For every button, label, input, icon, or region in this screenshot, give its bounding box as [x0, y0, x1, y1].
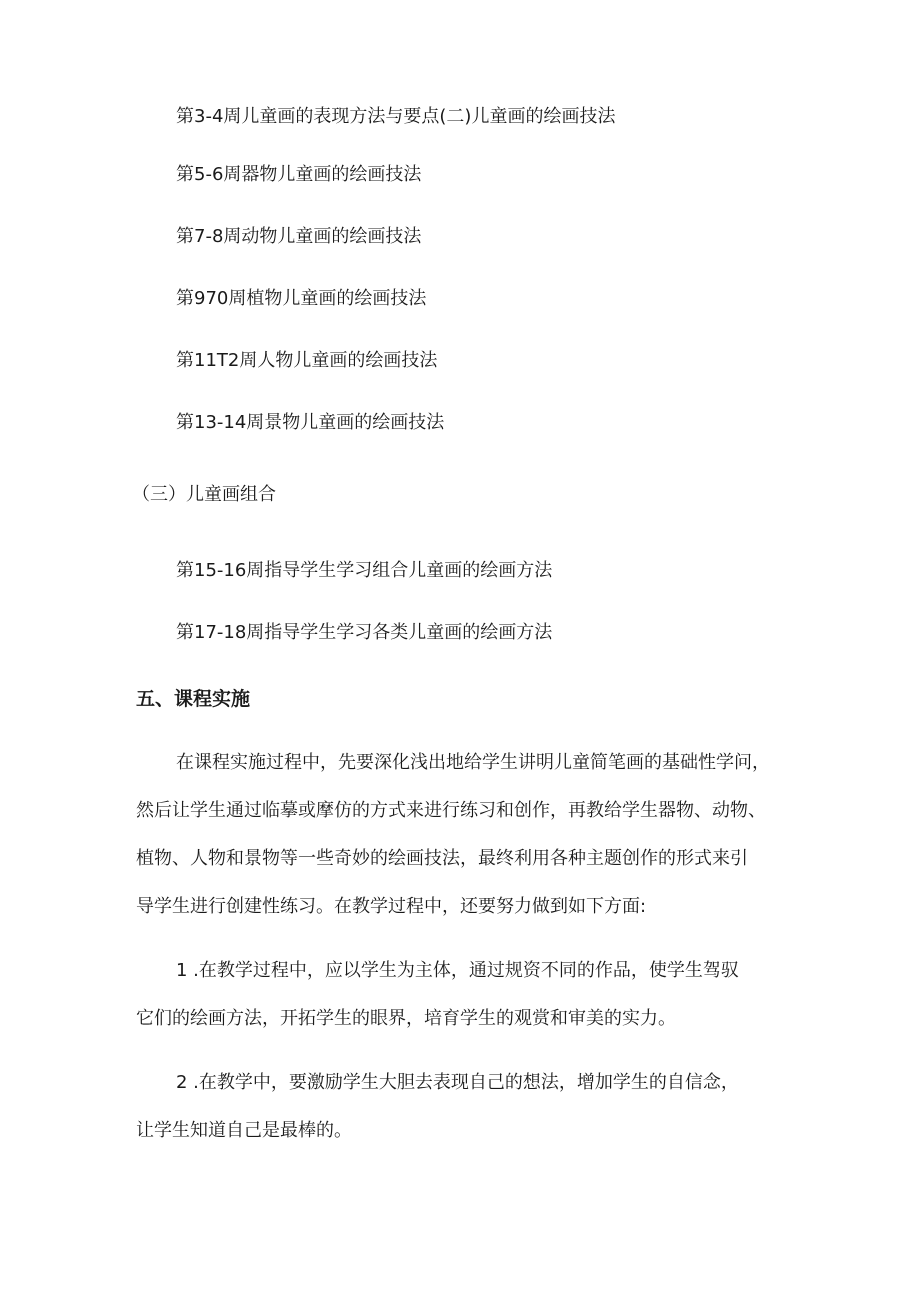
schedule-item-weeks-7-8: 第7-8周动物儿童画的绘画技法 — [176, 226, 422, 247]
schedule-item-weeks-9-10: 第970周植物儿童画的绘画技法 — [176, 288, 427, 309]
schedule-item-weeks-11-12: 第11T2周人物儿童画的绘画技法 — [176, 350, 438, 371]
paragraph-line: 导学生进行创建性练习。在教学过程中，还要努力做到如下方面: — [136, 896, 647, 917]
section-3-title: （三）儿童画组合 — [132, 484, 276, 505]
item-line: 1 .在教学过程中，应以学生为主体，通过规资不同的作品，使学生驾驭 — [176, 960, 739, 981]
schedule-item-weeks-5-6: 第5-6周器物儿童画的绘画技法 — [176, 164, 422, 185]
schedule-item-weeks-3-4: 第3-4周儿童画的表现方法与要点(二)儿童画的绘画技法 — [176, 106, 616, 127]
item-line: 2 .在教学中，要激励学生大胆去表现自己的想法，增加学生的自信念， — [176, 1072, 739, 1093]
section-5-heading: 五、课程实施 — [136, 688, 251, 710]
section-3-item-weeks-17-18: 第17-18周指导学生学习各类儿童画的绘画方法 — [176, 622, 553, 643]
schedule-item-weeks-13-14: 第13-14周景物儿童画的绘画技法 — [176, 412, 445, 433]
paragraph-line: 在课程实施过程中，先要深化浅出地给学生讲明儿童简笔画的基础性学问， — [176, 752, 770, 773]
paragraph-line: 植物、人物和景物等一些奇妙的绘画技法，最终利用各种主题创作的形式来引 — [136, 848, 748, 869]
item-line: 让学生知道自己是最棒的。 — [136, 1120, 352, 1141]
paragraph-line: 然后让学生通过临摹或摩仿的方式来进行练习和创作，再教给学生器物、动物、 — [136, 800, 766, 821]
item-line: 它们的绘画方法，开拓学生的眼界，培育学生的观赏和审美的实力。 — [136, 1008, 676, 1029]
section-3-item-weeks-15-16: 第15-16周指导学生学习组合儿童画的绘画方法 — [176, 560, 553, 581]
